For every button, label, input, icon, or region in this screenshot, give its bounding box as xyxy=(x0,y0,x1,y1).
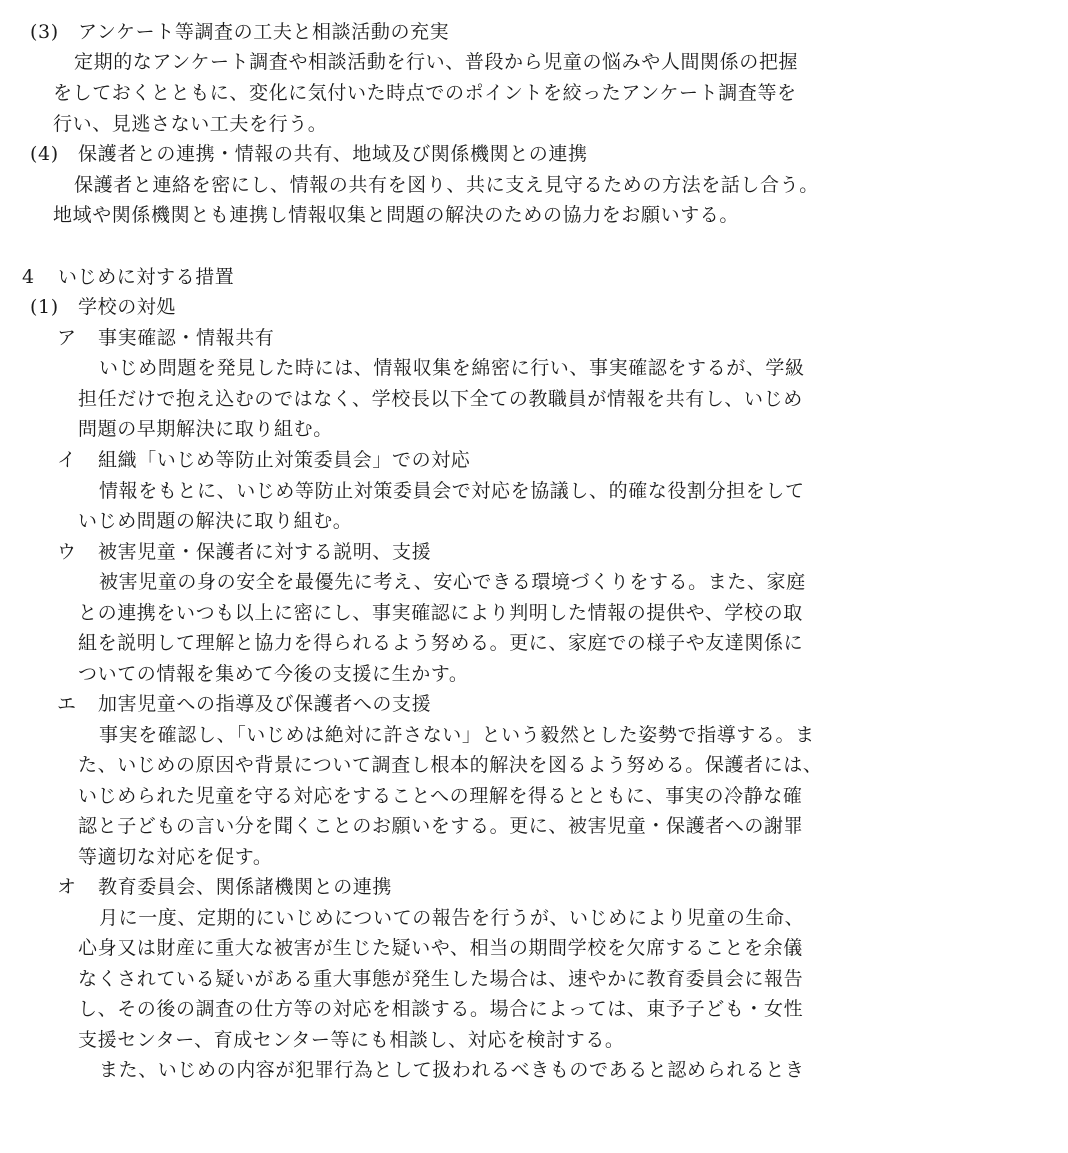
chapter-4-heading xyxy=(22,264,234,290)
item-o-line-2: 心身又は財産に重大な被害が生じた疑いや、相当の期間学校を欠席することを余儀 xyxy=(78,937,803,959)
item-e-line-5: 等適切な対応を促す。 xyxy=(78,846,273,868)
item-e-heading xyxy=(57,691,431,717)
item-a-line-3: 問題の早期解決に取り組む。 xyxy=(78,418,333,440)
section-3-marker: (3) xyxy=(30,21,59,43)
item-e-line-2: た、いじめの原因や背景について調査し根本的解決を図るよう努める。保護者には、 xyxy=(78,754,823,776)
item-e-line-1: 事実を確認し、「いじめは絶対に許さない」という毅然とした姿勢で指導する。ま xyxy=(99,724,815,746)
section-3-line-2: をしておくとともに、変化に気付いた時点でのポイントを絞ったアンケート調査等を xyxy=(53,82,797,104)
section-3-heading xyxy=(30,19,449,45)
item-e-marker: エ xyxy=(57,693,77,715)
item-e-line-3: いじめられた児童を守る対応をすることへの理解を得るとともに、事実の冷静な確 xyxy=(78,785,803,807)
item-a-title: 事実確認・情報共有 xyxy=(98,327,275,349)
section-4-line-2: 地域や関係機関とも連携し情報収集と問題の解決のための協力をお願いする。 xyxy=(53,204,740,226)
item-o-line-4: し、その後の調査の仕方等の対応を相談する。場合によっては、東予子ども・女性 xyxy=(78,998,804,1020)
item-i-marker: イ xyxy=(57,449,77,471)
section-4-marker: (4) xyxy=(30,143,59,165)
sub-1-marker: (1) xyxy=(30,296,59,318)
item-e-line-4: 認と子どもの言い分を聞くことのお願いをする。更に、被害児童・保護者への謝罪 xyxy=(78,815,804,837)
item-u-line-1: 被害児童の身の安全を最優先に考え、安心できる環境づくりをする。また、家庭 xyxy=(99,571,806,593)
item-i-line-2: いじめ問題の解決に取り組む。 xyxy=(78,510,353,532)
section-3-line-1: 定期的なアンケート調査や相談活動を行い、普段から児童の悩みや人間関係の把握 xyxy=(74,51,799,73)
section-4-line-1: 保護者と連絡を密にし、情報の共有を図り、共に支え見守るための方法を話し合う。 xyxy=(74,174,819,196)
item-u-title: 被害児童・保護者に対する説明、支援 xyxy=(98,541,432,563)
sub-1-title: 学校の対処 xyxy=(78,296,177,318)
section-3-title: アンケート等調査の工夫と相談活動の充実 xyxy=(78,21,450,43)
item-o-title: 教育委員会、関係諸機関との連携 xyxy=(98,876,393,898)
item-a-line-1: いじめ問題を発見した時には、情報収集を綿密に行い、事実確認をするが、学級 xyxy=(99,357,805,379)
item-a-marker: ア xyxy=(57,327,77,349)
item-o-line-6: また、いじめの内容が犯罪行為として扱われるべきものであると認められるとき xyxy=(99,1059,805,1081)
item-o-line-3: なくされている疑いがある重大事態が発生した場合は、速やかに教育委員会に報告 xyxy=(78,968,804,990)
item-o-marker: オ xyxy=(57,876,77,898)
item-i-line-1: 情報をもとに、いじめ等防止対策委員会で対応を協議し、的確な役割分担をして xyxy=(99,480,805,502)
item-u-heading xyxy=(57,539,431,565)
section-4-title: 保護者との連携・情報の共有、地域及び関係機関との連携 xyxy=(78,143,588,165)
chapter-4-title: いじめに対する措置 xyxy=(58,266,235,288)
item-i-title: 組織「いじめ等防止対策委員会」での対応 xyxy=(98,449,471,471)
item-u-line-2: との連携をいつも以上に密にし、事実確認により判明した情報の提供や、学校の取 xyxy=(78,602,803,624)
section-4-heading xyxy=(30,141,588,167)
sub-1-heading xyxy=(30,294,176,320)
item-u-line-4: ついての情報を集めて今後の支援に生かす。 xyxy=(78,663,469,685)
item-e-title: 加害児童への指導及び保護者への支援 xyxy=(98,693,432,715)
item-u-line-3: 組を説明して理解と協力を得られるよう努める。更に、家庭での様子や友達関係に xyxy=(78,632,804,654)
section-3-line-3: 行い、見逃さない工夫を行う。 xyxy=(53,113,328,135)
item-o-heading xyxy=(57,874,392,900)
item-u-marker: ウ xyxy=(57,541,77,563)
item-o-line-1: 月に一度、定期的にいじめについての報告を行うが、いじめにより児童の生命、 xyxy=(99,907,805,929)
chapter-4-number: 4 xyxy=(22,266,35,288)
item-i-heading xyxy=(57,447,470,473)
item-a-line-2: 担任だけで抱え込むのではなく、学校長以下全ての教職員が情報を共有し、いじめ xyxy=(78,388,803,410)
item-a-heading xyxy=(57,325,274,351)
item-o-line-5: 支援センター、育成センター等にも相談し、対応を検討する。 xyxy=(78,1029,625,1051)
